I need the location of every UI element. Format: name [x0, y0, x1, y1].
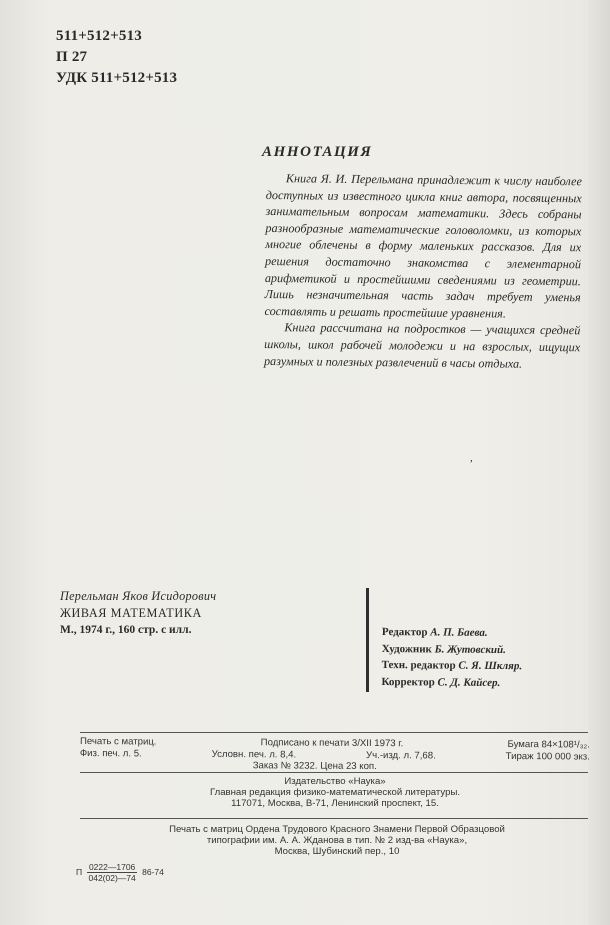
- book-publication: М., 1974 г., 160 стр. с илл.: [60, 624, 192, 636]
- printer-line: типографии им. А. А. Жданова в тип. № 2 изд-ва «Наука»,: [206, 835, 468, 846]
- page-spine-shadow: [588, 0, 610, 925]
- udk-code: УДК 511+512+513: [56, 70, 178, 86]
- publisher-address: 117071, Москва, В-71, Ленинский проспект, 15.: [231, 798, 439, 809]
- credits-list: [381, 624, 522, 691]
- annotation-text: [264, 170, 582, 372]
- divider-middle: [80, 772, 588, 773]
- bbk-code: 511+512+513: [56, 28, 142, 44]
- print-row: Физ. печ. л. 5. Условн. печ. л. 8,4. Уч.-изд. л. 7,68. Тираж 100 000 экз.: [79, 747, 590, 763]
- printer-info: [84, 824, 590, 857]
- publisher-name: Издательство «Наука»: [284, 776, 386, 787]
- credit-tech-editor: Техн. редактор С. Я. Шкляр.: [381, 658, 523, 673]
- printer-line: Москва, Шубинский пер., 10: [274, 846, 400, 857]
- ink-mark: ,: [470, 452, 473, 464]
- catalog-code: П $\frac{0222—1706}{042(02)—74}$ 86-74: [76, 862, 164, 883]
- credit-proofreader: Корректор С. Д. Кайсер.: [381, 675, 501, 689]
- annotation-paragraph: Книга Я. И. Перельмана принадлежит к числу наиболее доступных из известного цикла книг автора, посвященных занимательным вопросам математики. Здесь собраны разнообразные математические головоломки, из которых многие облечены в форму маленьких рассказов. Для их решения достаточно знакомства с элементарной арифметикой и простейшими сведениями из геометрии. Лишь незначительная часть задач требует уменья составлять и решать простейшие уравнения.: [264, 171, 582, 321]
- annotation-title: АННОТАЦИЯ: [262, 144, 373, 160]
- classification-codes: [56, 26, 177, 89]
- annotation-paragraph: Книга рассчитана на подростков — учащихся средней школы, школ рабочей молодежи и на взрослых, ищущих разумных и полезных развлечений в часы отдыха.: [263, 320, 581, 371]
- credit-artist: Художник Б. Жутовский.: [381, 642, 506, 656]
- publisher-department: Главная редакция физико-математической литературы.: [209, 787, 461, 798]
- credit-editor: Редактор А. П. Баева.: [381, 625, 488, 639]
- print-row: Заказ № 3232. Цена 23 коп.: [252, 760, 377, 773]
- print-row: Печать с матриц. Подписано к печати 3/XII 1973 г. Бумага 84×108¹/₃₂.: [79, 736, 590, 751]
- divider-bottom: [80, 818, 588, 819]
- publisher-info: [80, 776, 590, 809]
- book-title: ЖИВАЯ МАТЕМАТИКА: [60, 606, 202, 620]
- book-info: [60, 588, 216, 639]
- divider-top: [80, 732, 588, 733]
- printer-line: Печать с матриц Ордена Трудового Красного Знамени Первой Образцовой: [169, 824, 505, 835]
- divider-vertical: [366, 588, 369, 692]
- catalog-fraction: $\frac{0222—1706}{042(02)—74}$: [88, 862, 136, 883]
- print-details: [80, 736, 590, 774]
- book-author: Перельман Яков Исидорович: [60, 589, 217, 603]
- author-mark: П 27: [56, 49, 88, 65]
